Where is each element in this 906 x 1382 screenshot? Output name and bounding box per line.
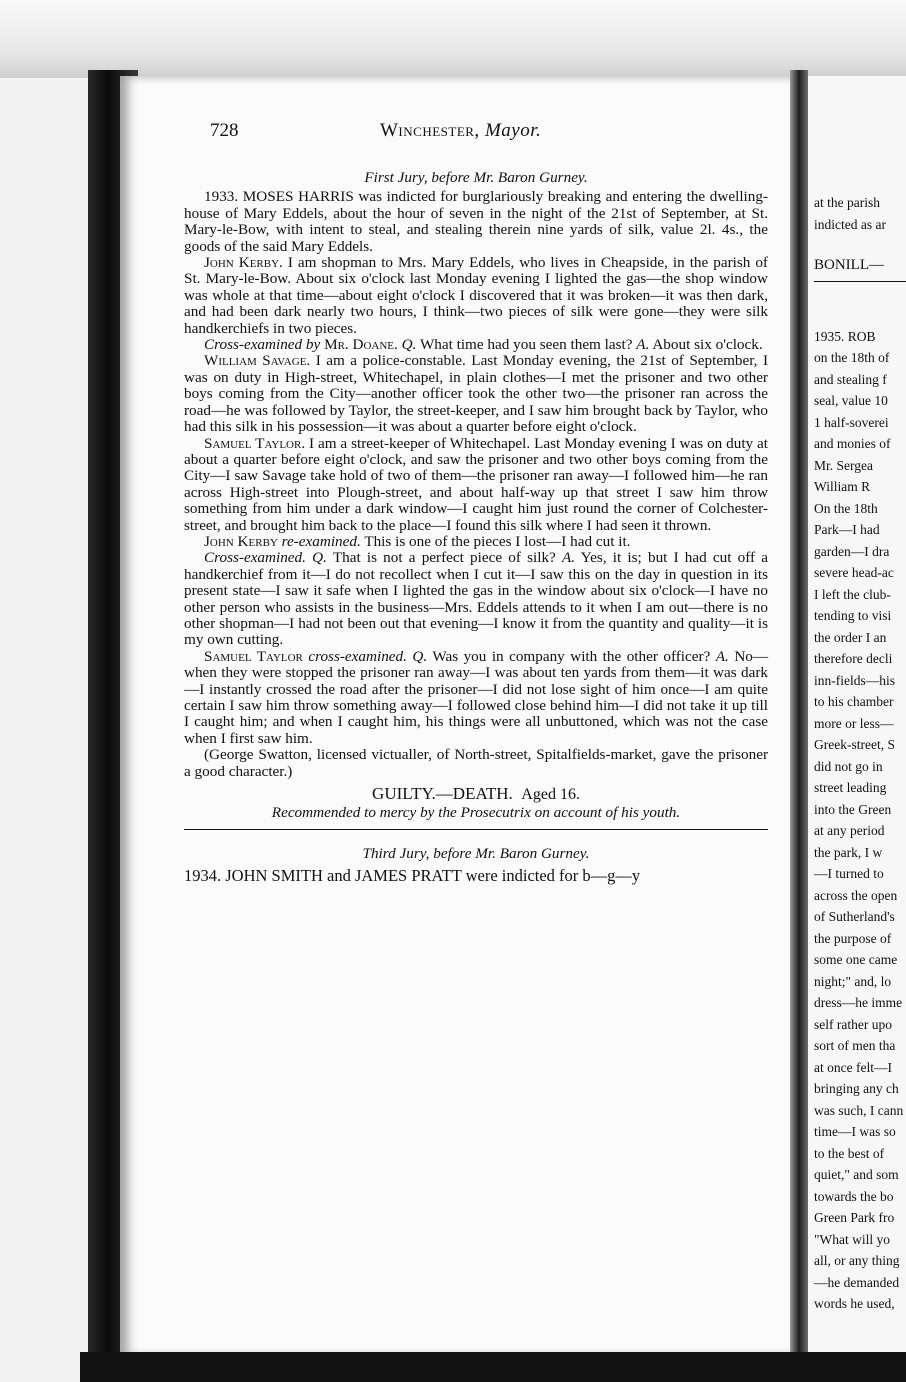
answer-text: No—when they were stopped the prisoner ran away—I was about ten yards from them—it was dark—I instantly crossed the road after the prisoner—I did not lose sight of him once—I am quite certain I saw him throw something away—I followed close behind him—I did not take it up till I caught him; and when I caught him, his things were all unbuttoned, which was not the case when I first saw him. bbox=[184, 647, 769, 747]
right-line: William R bbox=[814, 479, 871, 494]
right-line: On the 18th bbox=[814, 500, 878, 516]
witness-name: Samuel Taylor bbox=[204, 647, 303, 665]
right-line: and monies of bbox=[814, 436, 891, 451]
question-text: That is not a perfect piece of silk? bbox=[332, 549, 556, 567]
right-line: self rather upo bbox=[814, 1016, 892, 1032]
right-line: the purpose of bbox=[814, 930, 892, 946]
jury-heading: First Jury, before Mr. Baron Gurney. bbox=[364, 169, 588, 186]
re-examined-label: re-examined. bbox=[281, 532, 361, 550]
cross-label: cross-examined. bbox=[308, 647, 407, 665]
testimony-text: I am shopman to Mrs. Mary Eddels, who lives in Cheapside, in the parish of St. Mary-le-Bow. About six o'clock last Monday evening I lighted the gas—the shop window was whole at that time—about eight o'clock I discovered that it was broken—it was then dark, and had been dark nearly two hours, I think—two pieces of silk were gone—they were silk handkerchiefs in two pieces. bbox=[184, 254, 768, 337]
right-line: at once felt—I bbox=[814, 1059, 892, 1075]
indictment-1934: 1934. JOHN SMITH and JAMES PRATT were indicted for b—g—y bbox=[184, 865, 641, 885]
right-line: to his chamber bbox=[814, 694, 894, 709]
running-head-title: Mayor. bbox=[484, 120, 542, 141]
question-text: What time had you seen them last? bbox=[419, 336, 633, 354]
testimony-text: I am a police-constable. Last Monday evening, the 21st of September, I was on duty in High-street, Whitechapel, in plain clothes—I met the prisoner and two other boys coming from the City—another officer took the other two—the prisoner ran across the road—he was followed by Taylor, the street-keeper, and I saw him brought back by Taylor, who had this silk in his possession—it was about a quarter before eight o'clock. bbox=[184, 352, 769, 436]
right-line: the park, I w bbox=[814, 844, 883, 860]
answer-marker: A. bbox=[562, 549, 576, 567]
right-line: Green Park fro bbox=[814, 1210, 895, 1225]
right-line: seal, value 10 bbox=[814, 393, 888, 408]
right-line: inn-fields—his bbox=[814, 672, 895, 688]
cross-label: Cross-examined by bbox=[204, 336, 321, 354]
cross-examination-1 bbox=[184, 337, 768, 353]
question-marker: Q. bbox=[401, 336, 417, 354]
indictment-1933: 1933. MOSES HARRIS was indicted for burglariously breaking and entering the dwelling-house of Mary Eddels, about the hour of seven in the night of the 21st of September, at St. Mary-le-Bow, with intent to steal, and stealing therein nine yards of silk, value 2l. 4s., the goods of the said Mary Eddels. bbox=[184, 188, 768, 255]
cross-examination-taylor bbox=[184, 649, 768, 747]
right-line: some one came bbox=[814, 952, 898, 967]
witness-name: Samuel Taylor. bbox=[204, 434, 306, 452]
right-line: —I turned to bbox=[814, 866, 884, 881]
scan-bottom-edge bbox=[80, 1352, 906, 1382]
right-line: therefore decli bbox=[814, 651, 893, 666]
cross-examination-2 bbox=[184, 550, 768, 648]
verdict-text: GUILTY.—DEATH. bbox=[372, 784, 513, 804]
right-line: was such, I cann bbox=[814, 1102, 904, 1118]
right-line: night;" and, lo bbox=[814, 973, 892, 989]
right-line: into the Green bbox=[814, 801, 892, 817]
mercy-recommendation: Recommended to mercy by the Prosecutrix on account of his youth. bbox=[271, 804, 681, 822]
running-head-name: Winchester, bbox=[380, 120, 480, 141]
testimony-kerby bbox=[184, 255, 768, 337]
right-page-text bbox=[814, 192, 906, 1315]
right-line: I left the club- bbox=[814, 586, 891, 602]
right-line: Greek-street, S bbox=[814, 737, 895, 752]
witness-name: John Kerby bbox=[204, 532, 278, 550]
right-line: on the 18th of bbox=[814, 350, 890, 365]
cross-label: Cross-examined. bbox=[204, 549, 306, 567]
right-line: to the best of bbox=[814, 1145, 885, 1161]
right-line: the order I an bbox=[814, 629, 887, 645]
testimony-text: I am a street-keeper of Whitechapel. Last Monday evening I was on duty at about a quarter before eight o'clock, and saw the prisoner and two other boys coming from the City—I saw Savage take hold of two of them—the prisoner ran away—I followed him—he ran across High-street into Plough-street, and about half-way up that street I saw him throw something from him under a dark window—I caught him just round the corner of Colchester-street, and brought him back to the place—I found this silk where I had seen it thrown. bbox=[184, 434, 768, 534]
testimony-text: This is one of the pieces I lost—I had cut it. bbox=[364, 532, 631, 550]
right-line: did not go in bbox=[814, 758, 883, 774]
testimony-savage bbox=[184, 353, 768, 435]
counsel-name: Mr. Doane. bbox=[324, 336, 398, 354]
testimony-taylor bbox=[184, 436, 768, 534]
right-line: more or less— bbox=[814, 715, 894, 731]
right-line: garden—I dra bbox=[814, 543, 890, 559]
right-line: all, or any thing bbox=[814, 1253, 900, 1268]
question-marker: Q. bbox=[412, 647, 428, 665]
book-gutter bbox=[790, 70, 808, 1382]
right-line: of Sutherland's bbox=[814, 909, 895, 924]
witness-name: William Savage. bbox=[204, 352, 311, 370]
page-content bbox=[184, 168, 768, 886]
right-line: "What will yo bbox=[814, 1231, 890, 1247]
witness-name: John Kerby. bbox=[204, 254, 283, 272]
right-heading: BONILL— bbox=[814, 257, 884, 273]
running-head bbox=[380, 120, 541, 142]
right-line: street leading bbox=[814, 780, 887, 795]
right-line: tending to visi bbox=[814, 608, 892, 623]
answer-text: About six o'clock. bbox=[652, 336, 763, 354]
right-page bbox=[808, 76, 906, 1356]
right-line: quiet," and som bbox=[814, 1167, 899, 1182]
right-line: 1 half-soverei bbox=[814, 414, 889, 430]
right-line: across the open bbox=[814, 887, 898, 903]
right-line: indicted as ar bbox=[814, 216, 886, 232]
scan-background bbox=[0, 0, 906, 78]
right-line: 1935. ROB bbox=[814, 328, 876, 344]
jury-heading: Third Jury, before Mr. Baron Gurney. bbox=[362, 845, 590, 863]
right-line: time—I was so bbox=[814, 1124, 896, 1139]
right-line: and stealing f bbox=[814, 371, 887, 387]
character-witness: (George Swatton, licensed victualler, of North-street, Spitalfields-market, gave the prisoner a good character.) bbox=[184, 746, 768, 780]
right-line: towards the bo bbox=[814, 1188, 894, 1204]
page-header bbox=[210, 120, 750, 150]
right-line: sort of men tha bbox=[814, 1038, 896, 1053]
right-line: severe head-ac bbox=[814, 565, 894, 580]
section-rule bbox=[184, 829, 768, 830]
right-line: dress—he imme bbox=[814, 995, 903, 1010]
answer-text: Yes, it is; but I had cut off a handkerchief from it—I do not recollect when I cut it—I saw this on the day in question in its present state—I saw it safe when I lighted the gas in the window about six o'clock—I have no other person who assists in the business—Mrs. Eddels attends to it when I am out—there is no other shopman—I had not been out that evening—I know it from the quantity and quality—it is my own cutting. bbox=[184, 549, 769, 649]
right-lines bbox=[814, 326, 906, 1315]
verdict bbox=[184, 784, 768, 805]
answer-marker: A. bbox=[715, 647, 729, 665]
question-text: Was you in company with the other officer? bbox=[432, 647, 711, 665]
right-line: bringing any ch bbox=[814, 1081, 899, 1096]
right-line: Mr. Sergea bbox=[814, 457, 873, 473]
right-line: Park—I had bbox=[814, 522, 880, 537]
prisoner-age: Aged 16. bbox=[521, 786, 580, 804]
page-number: 728 bbox=[210, 120, 239, 141]
right-line: at any period bbox=[814, 823, 885, 838]
right-line: at the parish bbox=[814, 195, 880, 210]
right-rule bbox=[814, 281, 906, 282]
right-line: words he used, bbox=[814, 1296, 895, 1311]
answer-marker: A. bbox=[636, 336, 650, 354]
right-line: —he demanded bbox=[814, 1274, 900, 1290]
re-examination-kerby bbox=[184, 534, 768, 550]
question-marker: Q. bbox=[312, 549, 327, 567]
